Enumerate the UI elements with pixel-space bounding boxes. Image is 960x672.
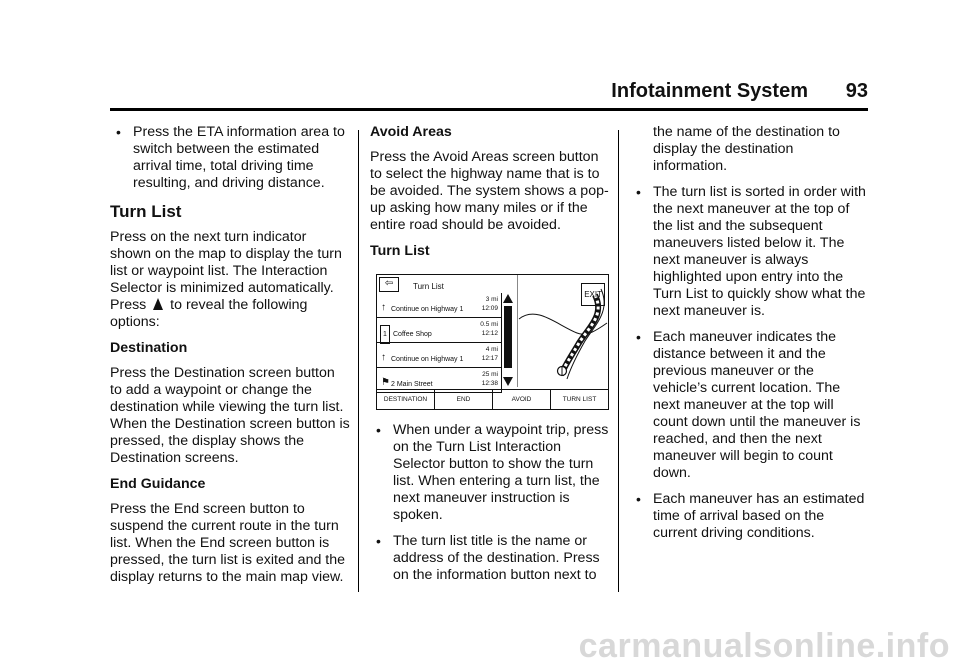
bullet-item [630, 184, 870, 320]
bullet-item [630, 329, 870, 482]
section-heading: Turn List [110, 202, 182, 221]
bullet-item [370, 533, 610, 584]
bullet-text: When under a waypoint trip, press on the Turn List Interaction Selector button to show the turn list. When entering a turn list, the next maneuver instruction is spoken. [393, 422, 609, 523]
maneuver-name: Coffee Shop [393, 331, 432, 338]
bullet-item [630, 491, 870, 542]
section-title: Infotainment System [611, 80, 808, 102]
maneuver-info: 25 mi 12:38 [481, 371, 498, 387]
column-3 [630, 124, 870, 551]
paragraph-text: to reveal the following options: [110, 297, 308, 330]
bullet-item [370, 422, 610, 524]
list-item [377, 293, 502, 318]
column-1 [110, 124, 350, 595]
subheading: Destination [110, 340, 188, 356]
screen-button-bar [377, 389, 608, 409]
destination-flag-icon: ⚑ [381, 377, 390, 388]
header-rule [110, 108, 868, 111]
maneuver-info: 3 mi 12:09 [481, 296, 498, 312]
bullet-item [110, 124, 350, 192]
maneuver-name: Continue on Highway 1 [391, 356, 464, 363]
paragraph: Press the Avoid Areas screen button to select the highway name that is to be avoided. The system shows a pop-up asking how many miles or if the entire road should be avoided. [370, 149, 609, 233]
bullet-text: The turn list title is the name or address of the destination. Press on the information button next to [393, 533, 600, 583]
bullet-icon: • [636, 491, 641, 507]
straight-arrow-icon: ↑ [381, 352, 386, 363]
bullet-text: Each maneuver indicates the distance between it and the previous maneuver or the vehicle’s current location. The next maneuver at the top will count down until the maneuver is reached, and then the next maneuver will begin to count down. [653, 329, 861, 481]
page-number: 93 [845, 80, 868, 102]
waypoint-icon: 1 [380, 325, 390, 344]
bullet-text: Press the ETA information area to switch between the estimated arrival time, total driving time resulting, and driving distance. [133, 124, 345, 191]
paragraph: Press the End screen button to suspend the current route in the turn list. When the End screen button is pressed, the turn list is exited and the display returns to the main map view. [110, 501, 346, 585]
turn-list-button: TURN LIST [562, 396, 597, 403]
subheading: Avoid Areas [370, 124, 452, 140]
subheading: Turn List [370, 243, 430, 259]
watermark: carmanualsonline.info [578, 627, 950, 665]
turn-list-screen-illustration [376, 274, 609, 410]
list-item [377, 318, 502, 343]
column-divider [358, 130, 359, 592]
destination-button: DESTINATION [377, 390, 435, 409]
bullet-text: The turn list is sorted in order with the next maneuver at the top of the list and the subsequent maneuvers listed below it. The next maneuver is always highlighted upon entry into the Turn List to quickly show what the next maneuver is. [653, 184, 866, 319]
subheading: End Guidance [110, 476, 206, 492]
maneuver-name: Continue on Highway 1 [391, 306, 464, 313]
maneuver-info: 4 mi 12:17 [481, 346, 498, 362]
paragraph: the name of the destination to display the destination information. [653, 124, 840, 174]
bullet-icon: • [116, 124, 121, 140]
straight-arrow-icon: ↑ [381, 302, 386, 313]
turn-list [377, 293, 502, 393]
screen-title: Turn List [413, 282, 444, 291]
scrollbar [501, 293, 515, 389]
bullet-icon: • [376, 422, 381, 438]
bullet-text: Each maneuver has an estimated time of arrival based on the current driving conditions. [653, 491, 865, 541]
exit-button: EXIT [581, 283, 605, 306]
back-arrow-icon: ⇦ [379, 277, 399, 292]
bullet-icon: • [636, 184, 641, 200]
avoid-button: AVOID [493, 390, 551, 409]
up-triangle-icon [153, 298, 163, 310]
end-button: END [435, 390, 493, 409]
bullet-icon: • [376, 533, 381, 549]
bullet-icon: • [636, 329, 641, 345]
maneuver-info: 0.5 mi 12:12 [480, 321, 498, 337]
column-divider [618, 130, 619, 592]
maneuver-name: 2 Main Street [391, 381, 433, 388]
paragraph-text: Press on the next turn indicator shown on the map to display the turn list or waypoint list. The Interaction Selector is minimized automatically. Press [110, 229, 342, 313]
column-2 [370, 124, 610, 593]
list-item [377, 343, 502, 368]
paragraph: Press the Destination screen button to add a waypoint or change the destination while viewing the turn list. When the Destination screen button is pressed, the display shows the Destination screens. [110, 365, 350, 466]
page-header [0, 78, 868, 112]
paragraph [110, 229, 350, 331]
